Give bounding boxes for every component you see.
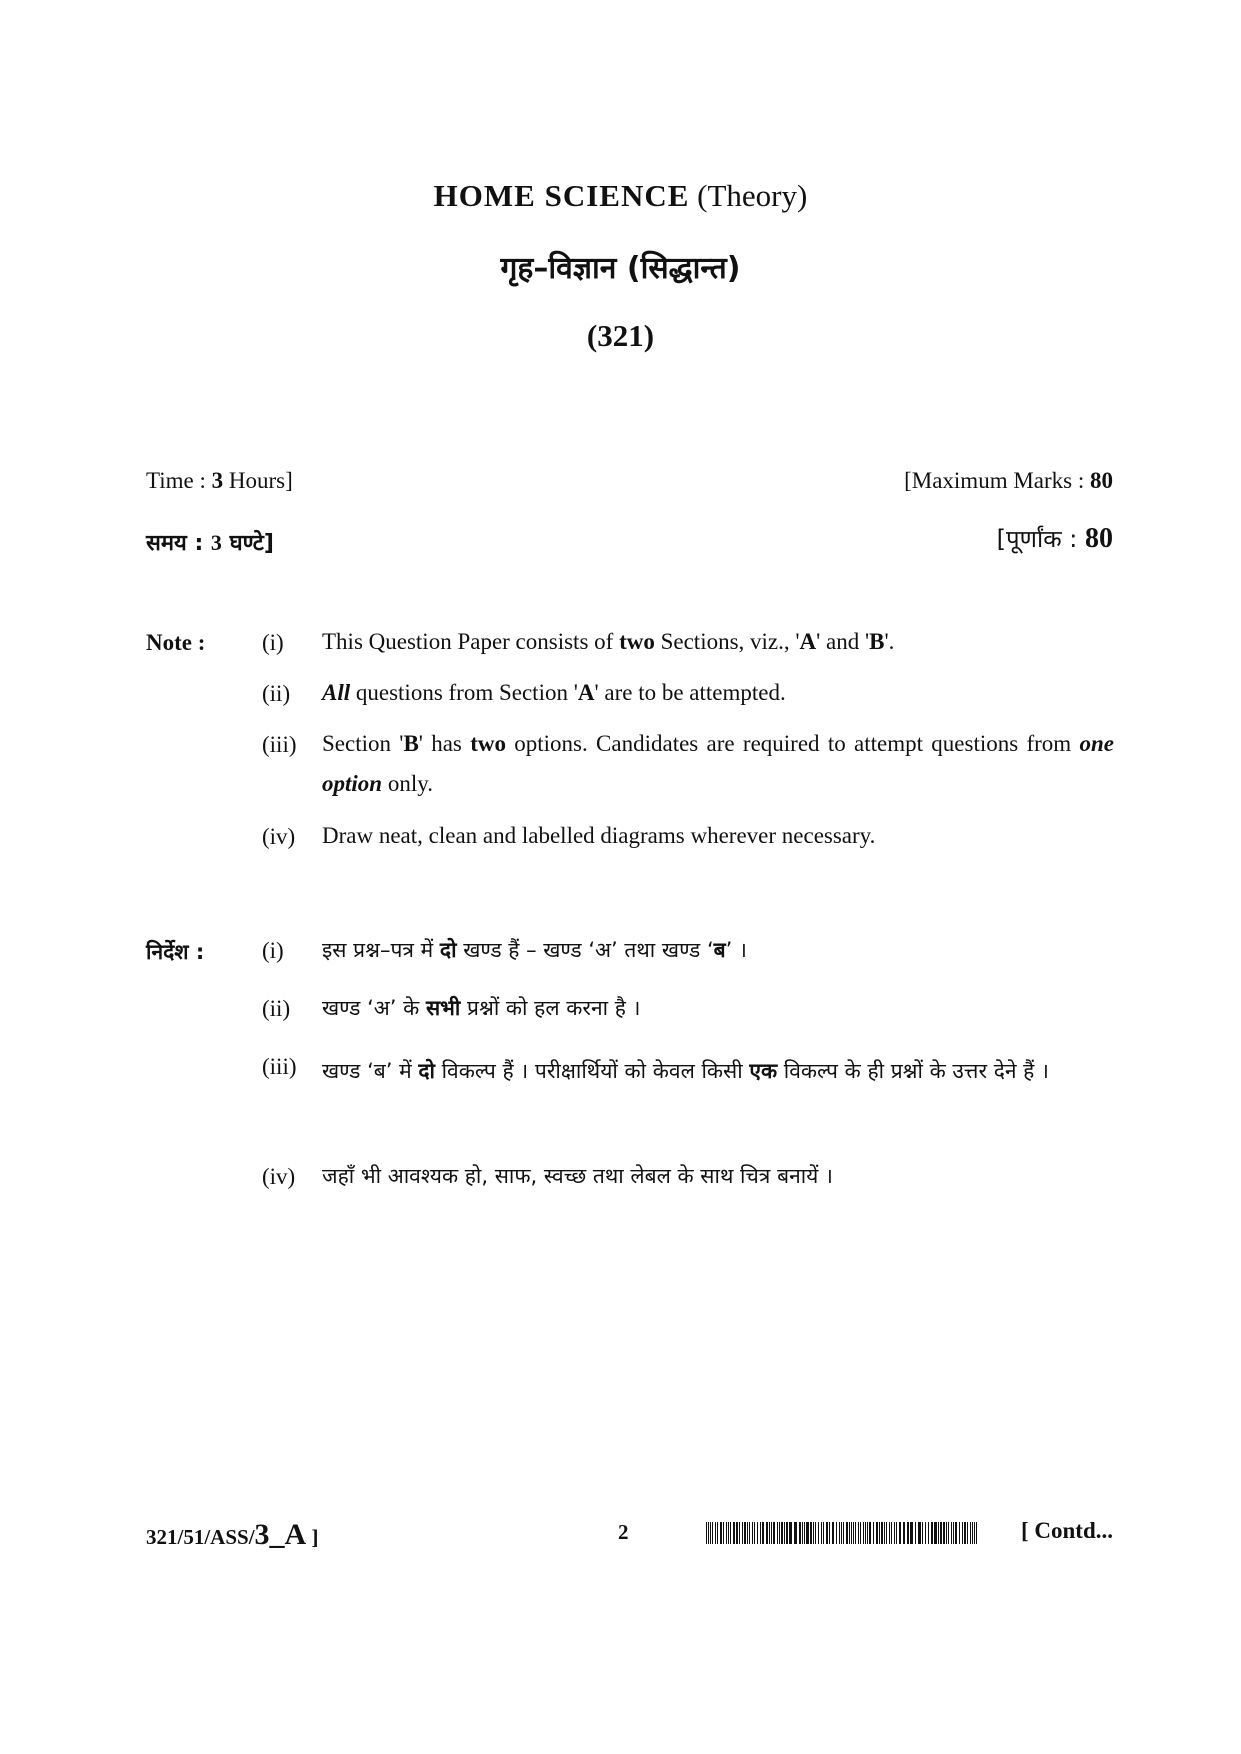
subject-name: HOME SCIENCE [433, 178, 690, 213]
note-item: Draw neat, clean and labelled diagrams wherever necessary. [322, 823, 876, 848]
note-number: (iv) [262, 1164, 296, 1189]
paper-title [0, 178, 1241, 214]
note-item: This Question Paper consists of two Sections, viz., 'A' and 'B'. [322, 629, 895, 654]
time-label: Time : [146, 468, 212, 493]
paper-title-hindi: गृह–विज्ञान (सिद्धान्त) [500, 251, 741, 286]
note-label: Note : [146, 630, 206, 655]
note-number: (ii) [262, 996, 291, 1021]
note-item-hindi: खण्ड ‘ब’ में दो विकल्प हैं । परीक्षार्थियों को केवल किसी एक विकल्प के ही प्रश्नों के उत्तर देने हैं । [322, 1059, 1049, 1083]
subject-type: (Theory) [697, 178, 808, 213]
note-number: (iii) [262, 1054, 297, 1079]
subject-code: (321) [586, 318, 655, 353]
time-label-hindi: समय : [146, 531, 211, 556]
note-item: All questions from Section 'A' are to be attempted. [322, 680, 786, 705]
maximum-marks [904, 468, 1113, 494]
note-number: (ii) [262, 681, 291, 706]
page-number: 2 [618, 1520, 629, 1544]
note-item: Section 'B' has two options. Candidates are required to attempt questions from one option only. [322, 731, 1114, 796]
time-unit: Hours] [223, 468, 293, 493]
time-allowed-hindi [146, 527, 274, 557]
paper-code-footer: 321/51/ASS/3_A ] [146, 1518, 319, 1551]
marks-label: [Maximum Marks : [904, 468, 1090, 493]
continued-label: [ Contd... [1020, 1518, 1113, 1543]
note-item-hindi: खण्ड ‘अ’ के सभी प्रश्नों को हल करना है । [322, 996, 641, 1020]
time-allowed [146, 468, 293, 494]
note-number: (i) [262, 630, 284, 655]
note-label-hindi: निर्देश : [146, 940, 205, 964]
marks-value-hindi: 80 [1085, 523, 1113, 554]
barcode-icon [706, 1522, 977, 1544]
time-unit-hindi: घण्टे] [221, 531, 274, 556]
note-item-hindi: जहाँ भी आवश्यक हो, साफ, स्वच्छ तथा लेबल के साथ चित्र बनायें । [322, 1164, 833, 1188]
marks-label-hindi: [पूर्णांक : [996, 525, 1085, 553]
maximum-marks-hindi [997, 522, 1113, 555]
time-value-hindi: 3 [210, 530, 222, 555]
marks-value: 80 [1090, 468, 1113, 493]
note-item-hindi: इस प्रश्न–पत्र में दो खण्ड हैं – खण्ड ‘अ’ तथा खण्ड ‘ब’ । [322, 938, 747, 962]
time-value: 3 [211, 468, 224, 493]
note-number: (i) [262, 938, 284, 963]
note-number: (iv) [262, 824, 296, 849]
note-number: (iii) [262, 732, 297, 757]
